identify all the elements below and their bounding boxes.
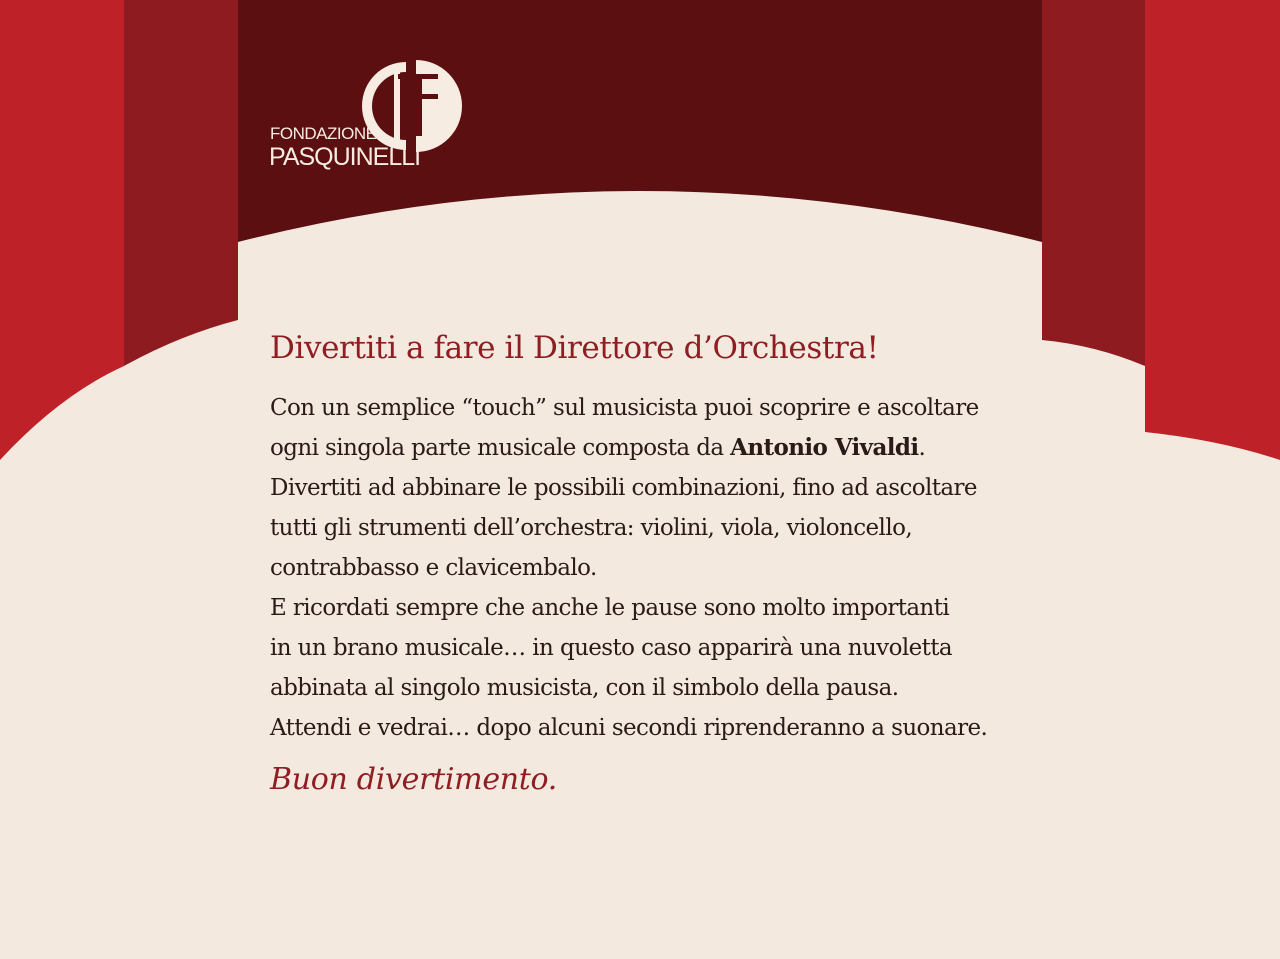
- logo-wordmark-line2: PASQUINELLI: [269, 143, 421, 171]
- instructions-line: tutti gli strumenti dell’orchestra: violini, viola, violoncello,: [270, 515, 913, 541]
- instructions-line: E ricordati sempre che anche le pause sono molto importanti: [270, 595, 950, 621]
- curtain-right-inner: [1042, 0, 1145, 366]
- instructions-line: Attendi e vedrai… dopo alcuni secondi riprenderanno a suonare.: [270, 715, 988, 741]
- page-title: Divertiti a fare il Direttore d’Orchestra!: [270, 330, 879, 366]
- instructions-panel: [270, 320, 1070, 802]
- instructions-line: contrabbasso e clavicembalo.: [270, 555, 597, 581]
- instructions-line: Con un semplice “touch” sul musicista puoi scoprire e ascoltare: [270, 395, 979, 421]
- instructions-text: ogni singola parte musicale composta da: [270, 435, 731, 461]
- curtain-left-inner: [124, 0, 238, 366]
- composer-name: Antonio Vivaldi: [730, 434, 919, 461]
- instructions-line: [270, 428, 1070, 468]
- instructions-paragraph: [270, 388, 1070, 748]
- curtain-right-outer: [1145, 0, 1280, 460]
- closing-message: Buon divertimento.: [270, 762, 558, 797]
- instructions-line: in un brano musicale… in questo caso apparirà una nuvoletta: [270, 635, 952, 661]
- logo-wordmark-line1: FONDAZIONE: [270, 124, 377, 143]
- instructions-line: abbinata al singolo musicista, con il simbolo della pausa.: [270, 675, 899, 701]
- instructions-text: .: [918, 435, 926, 461]
- instructions-line: Divertiti ad abbinare le possibili combinazioni, fino ad ascoltare: [270, 475, 977, 501]
